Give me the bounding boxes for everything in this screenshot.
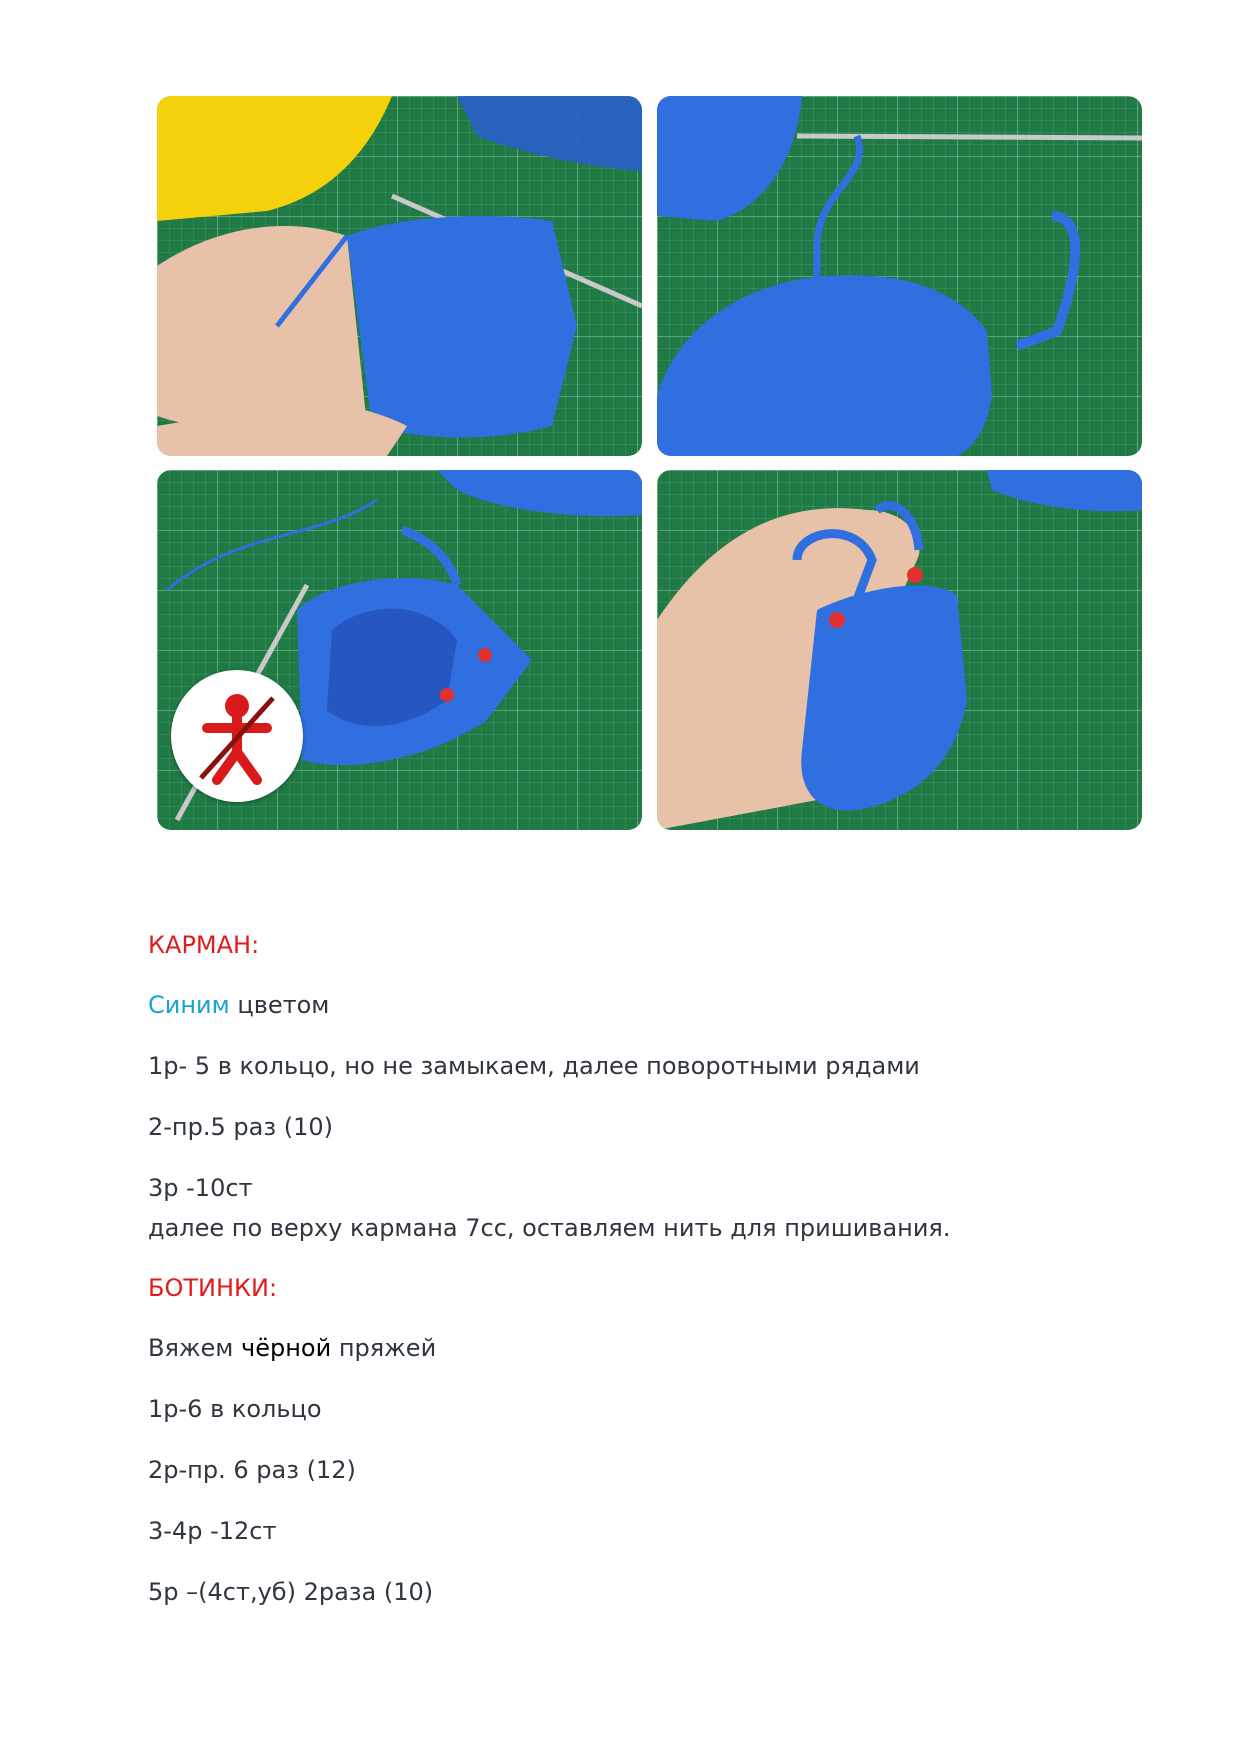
pocket-row-3: 3р -10ст [148, 1174, 253, 1202]
stickman-logo-icon [171, 670, 303, 802]
pocket-color-word: Синим [148, 991, 230, 1019]
photo-step-4 [657, 470, 1142, 830]
pocket-row-4: далее по верху кармана 7сс, оставляем нить для пришивания. [148, 1214, 951, 1242]
boots-intro-word: чёрной [241, 1334, 332, 1362]
photo-collage [157, 96, 1142, 836]
photo-step-1 [157, 96, 642, 456]
boots-row-3: 3-4р -12ст [148, 1517, 277, 1545]
boots-intro-before: Вяжем [148, 1334, 242, 1362]
pocket-color-line [148, 990, 329, 1020]
pocket-color-rest: цветом [229, 991, 330, 1019]
pocket-heading: КАРМАН: [148, 931, 260, 959]
photo-step-3 [157, 470, 642, 830]
boots-row-4: 5р –(4ст,уб) 2раза (10) [148, 1578, 434, 1606]
photo-step-4-image [657, 470, 1142, 830]
photo-step-1-image [157, 96, 642, 456]
boots-heading: БОТИНКИ: [148, 1274, 278, 1302]
photo-step-2-image [657, 96, 1142, 456]
pocket-row-1: 1р- 5 в кольцо, но не замыкаем, далее поворотными рядами [148, 1052, 920, 1080]
boots-intro-after: пряжей [331, 1334, 437, 1362]
boots-row-2: 2р-пр. 6 раз (12) [148, 1456, 356, 1484]
boots-row-1: 1р-6 в кольцо [148, 1395, 322, 1423]
pocket-row-2: 2-пр.5 раз (10) [148, 1113, 333, 1141]
boots-intro-line [148, 1333, 436, 1363]
photo-step-2 [657, 96, 1142, 456]
